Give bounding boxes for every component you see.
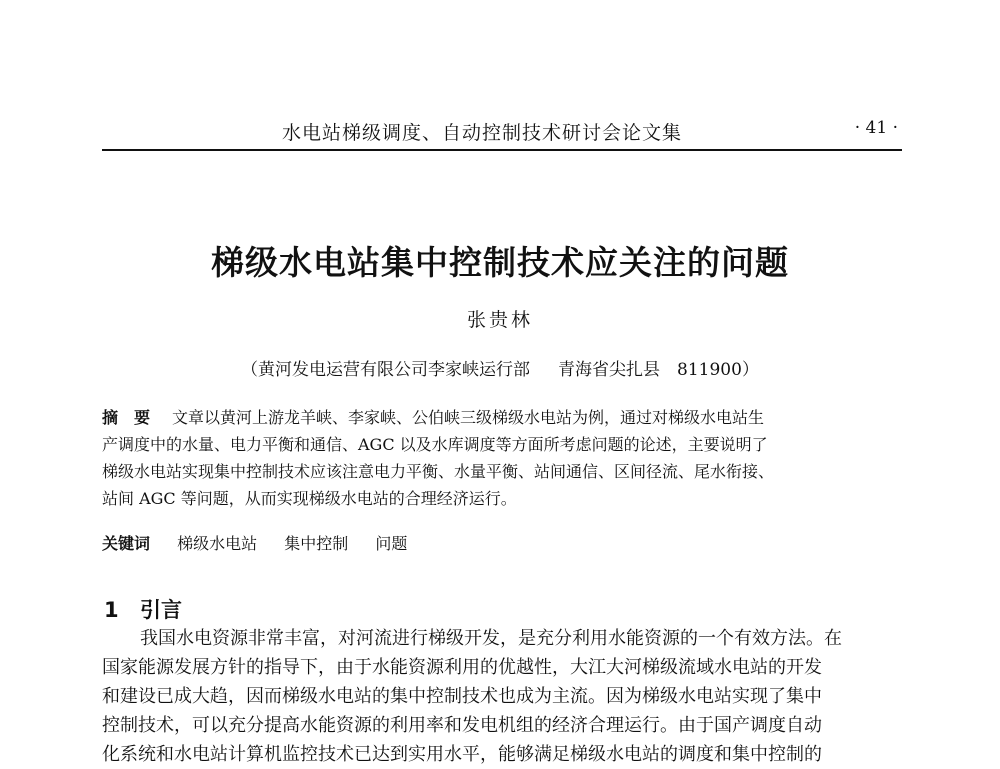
section-number: 1 [104, 598, 119, 622]
body-line: 化系统和水电站计算机监控技术已达到实用水平，能够满足梯级水电站的调度和集中控制的 [102, 744, 822, 765]
running-title: 水电站梯级调度、自动控制技术研讨会论文集 [282, 122, 683, 144]
keywords-label: 关键词 [102, 534, 151, 553]
paper-affiliation [0, 355, 1000, 380]
paper-title: 梯级水电站集中控制技术应关注的问题 [211, 243, 789, 282]
body-line: 我国水电资源非常丰富，对河流进行梯级开发，是充分利用水能资源的一个有效方法。在 [140, 628, 842, 649]
section-title: 引言 [140, 598, 182, 622]
section-heading [104, 594, 182, 624]
affiliation-org: （黄河发电运营有限公司李家峡运行部 [241, 360, 531, 380]
abstract-line: 站间 AGC 等问题，从而实现梯级水电站的合理经济运行。 [102, 489, 517, 508]
keywords [102, 531, 902, 554]
running-header [102, 116, 900, 148]
page-number: · 41 · [854, 118, 898, 138]
keyword: 集中控制 [284, 534, 349, 553]
abstract-line: 梯级水电站实现集中控制技术应该注意电力平衡、水量平衡、站间通信、区间径流、尾水衔接、 [102, 462, 775, 481]
body-line: 国家能源发展方针的指导下，由于水能资源利用的优越性，大江大河梯级流域水电站的开发 [102, 657, 822, 678]
abstract-line: 摘 要 文章以黄河上游龙羊峡、李家峡、公伯峡三级梯级水电站为例，通过对梯级水电站生 [102, 408, 765, 427]
abstract-label: 摘 要 [102, 408, 151, 427]
keyword: 问题 [375, 534, 408, 553]
header-rule [102, 149, 902, 151]
body-line: 和建设已成大趋，因而梯级水电站的集中控制技术也成为主流。因为梯级水电站实现了集中 [102, 686, 822, 707]
paper-author: 张贵林 [466, 309, 533, 331]
affiliation-location: 青海省尖扎县 811900） [558, 360, 759, 380]
abstract [102, 404, 902, 512]
section-body [102, 624, 902, 769]
keyword: 梯级水电站 [177, 534, 258, 553]
body-line: 控制技术，可以充分提高水能资源的利用率和发电机组的经济合理运行。由于国产调度自动 [102, 715, 822, 736]
abstract-line: 产调度中的水量、电力平衡和通信、AGC 以及水库调度等方面所考虑问题的论述，主要说明了 [102, 435, 768, 454]
